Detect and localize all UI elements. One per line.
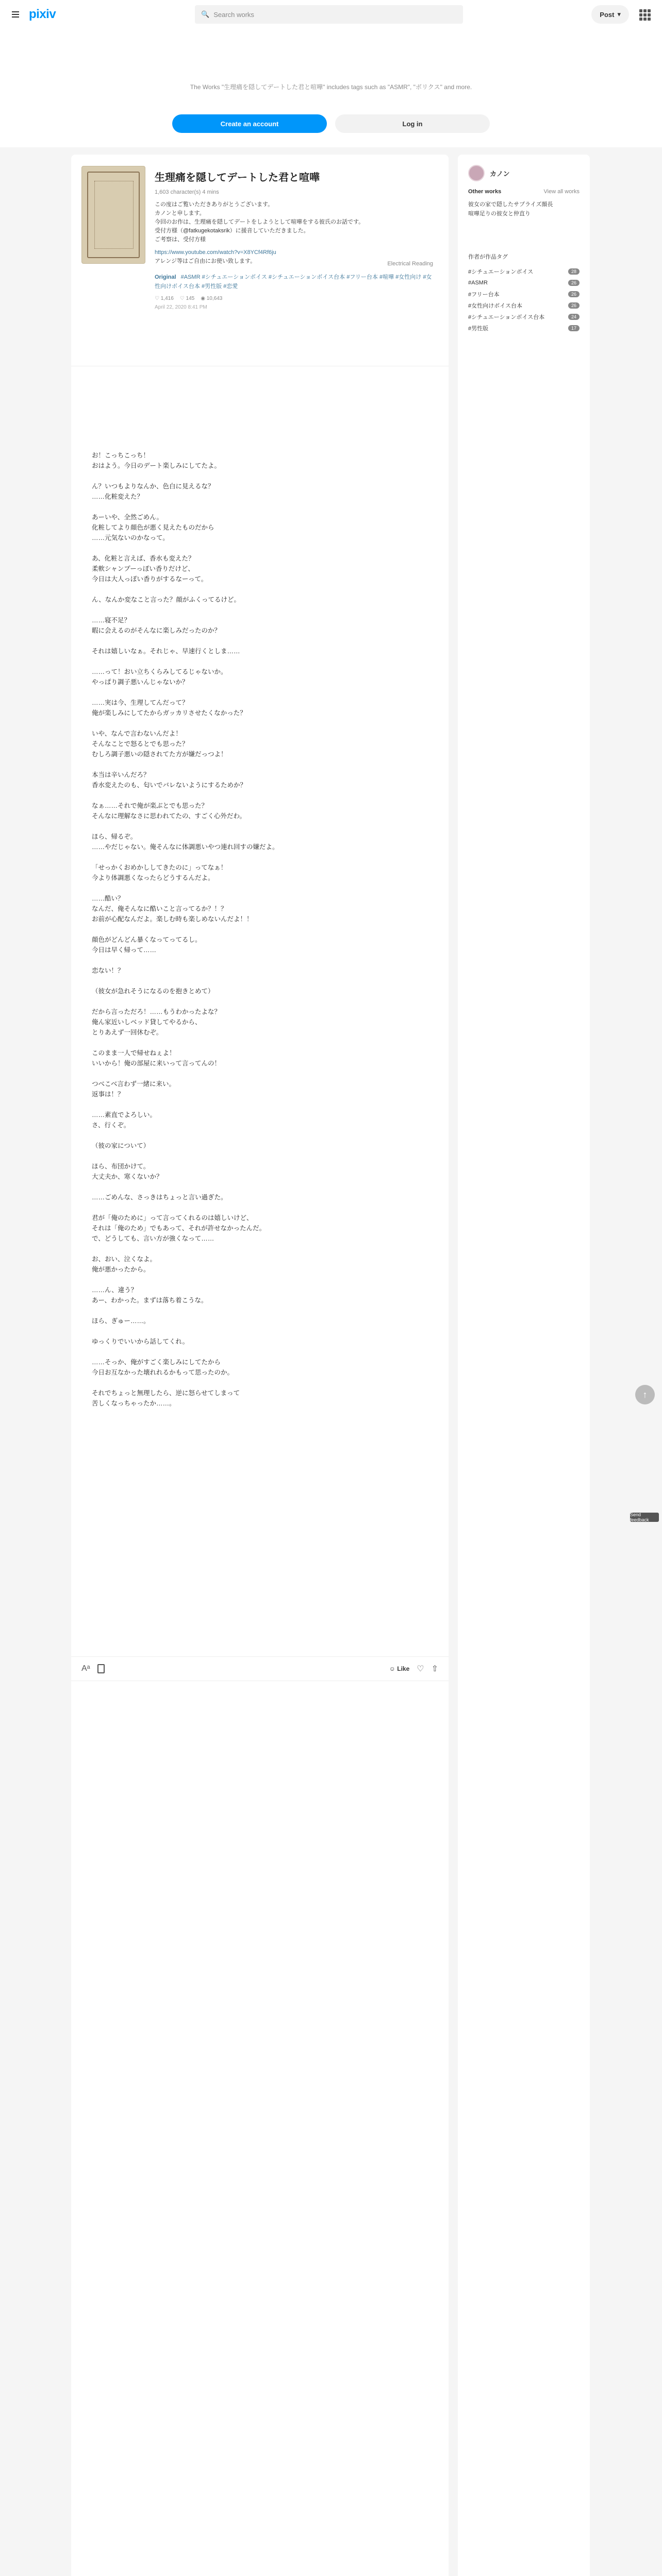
novel-paragraph: このまま一人で帰せねぇよ！ いいから！俺の部屋に来いって言ってんの！ (92, 1049, 221, 1067)
bookmark-count: ♡ 145 (179, 295, 195, 301)
novel-paragraph: お、おい、泣くなよ。 俺が悪かったから。 (92, 1256, 157, 1273)
novel-paragraph: だから言っただろ！……もうわかったよな？ 俺ん家近いしベッド貸してやるから、 とりあえず一回休むぞ。 (92, 1008, 221, 1036)
novel-paragraph: ほら、布団かけて。 大丈夫か、寒くないか？ (92, 1163, 163, 1180)
novel-paragraph: あ、化粧と言えば、香水も変えた？ 柔軟シャンプーっぽい香りだけど、 今日は大人っぽい香りがするなーって。 (92, 555, 208, 583)
scroll-to-top-button[interactable]: ↑ (635, 1385, 655, 1404)
tag[interactable]: #喧嘩 (379, 274, 394, 281)
novel-paragraph: ……素直でよろしい。 さ、行くぞ。 (92, 1111, 157, 1129)
author-tag-count: 28 (568, 268, 580, 275)
tag[interactable]: #シチュエーションボイス台本 (268, 274, 345, 281)
novel-paragraph: 恋ない！？ (92, 967, 124, 974)
work-info (155, 169, 433, 310)
youtube-link[interactable]: https://www.youtube.com/watch?v=X8YCf4Rf6ju (155, 249, 276, 256)
other-works-title: Other works (468, 189, 502, 195)
intro-text: The Works "生理痛を隠してデートした君と喧嘩" includes tags such as "ASMR", "ボリクス" and more. (190, 83, 472, 91)
novel-paragraph: あーいや、全然ごめん。 化粧してより顔色が悪く見えたものだから ……元気ないのかなって。 (92, 514, 214, 541)
login-button[interactable]: Log in (335, 114, 490, 133)
author-tag-name: #ASMR (468, 280, 488, 286)
novel-paragraph: つべこべ言わず一緒に来い。 返事は！？ (92, 1080, 176, 1098)
author-tag-row[interactable] (468, 300, 580, 311)
author-tag-count: 26 (568, 280, 580, 286)
novel-paragraph: ……酷い？ なんだ、俺そんなに酷いこと言ってるか？！？ お前が心配なんだよ。楽しむ時も楽しめないんだよ！！ (92, 895, 253, 923)
author-tag-count: 26 (568, 302, 580, 309)
author-tag-count: 26 (568, 291, 580, 297)
description-line: 受付方様（@fatkugekotaksrik）に援音していただきました。 (155, 228, 309, 234)
tag[interactable]: #女性向け (395, 274, 422, 281)
send-feedback-button[interactable]: Send feedback (630, 1513, 659, 1522)
post-label: Post (600, 10, 615, 19)
novel-paragraph: 「せっかくおめかししてきたのに」ってなぁ！ 今より体調悪くなったらどうするんだよ。 (92, 864, 227, 882)
novel-paragraph: ほら、帰るぞ。 ……やだじゃない。俺そんなに体調悪いやつ連れ回すの嫌だよ。 (92, 833, 279, 851)
other-work-link[interactable]: 喧嘩足りの彼女と仲直り (468, 211, 531, 217)
bookmark-count-value: 145 (186, 295, 195, 301)
action-bar (71, 1656, 449, 1681)
novel-paragraph: 君が「俺のために」って言ってくれるのは嬉しいけど、 それは「俺のため」でもあって、それが許せなかったんだ。 で、どうしても、言い方が強くなって…… (92, 1214, 266, 1242)
like-count: ♡ 1,416 (155, 295, 174, 301)
novel-paragraph: ……ん、違う？ あー、わかった。まずは落ち着こうな。 (92, 1286, 208, 1304)
tag[interactable]: #フリー台本 (346, 274, 378, 281)
cover-image[interactable] (81, 166, 145, 264)
like-count-value: 1,416 (160, 295, 174, 301)
author-block (468, 165, 509, 181)
novel-paragraph: 顔色がどんどん暴くなってってるし。 今日は早く帰って…… (92, 936, 202, 954)
like-label: Like (397, 1665, 410, 1672)
author-tag-name: #女性向けボイス台本 (468, 303, 523, 309)
tag-list (155, 273, 433, 291)
share-icon[interactable]: ⇧ (431, 1665, 438, 1673)
work-stats (155, 296, 433, 301)
bookmark-outline-icon[interactable] (97, 1664, 105, 1673)
novel-paragraph: ん？いつもよりなんか、色白に見えるな？ ……化粧変えた？ (92, 483, 214, 500)
author-tag-row[interactable] (468, 323, 580, 334)
chevron-down-icon: ▾ (617, 10, 621, 18)
novel-paragraph: ……寝不足？ 暇に会えるのがそんなに楽しみだったのか？ (92, 617, 221, 634)
author-tag-row[interactable] (468, 289, 580, 300)
novel-paragraph: ……実は今、生理してんだって？ 俺が楽しみにしてたからガッカリさせたくなかった？ (92, 699, 246, 717)
description-line: この度はご覧いただきありがとうございます。 (155, 201, 274, 208)
novel-paragraph: ほら、ぎゅー……。 (92, 1317, 150, 1325)
novel-paragraph: それは嬉しいなぁ。それじゃ、早速行くとしま…… (92, 648, 240, 655)
tag[interactable]: #女性向けボイス台本 (155, 274, 432, 290)
novel-paragraph: ……って！おい立ちくらみしてるじゃないか。 やっぱり調子悪いんじゃないか？ (92, 668, 227, 686)
novel-body (92, 450, 391, 1419)
novel-paragraph: ゆっくりでいいから話してくれ。 (92, 1338, 189, 1345)
other-works-header (468, 189, 580, 195)
apps-grid-icon[interactable] (637, 7, 652, 22)
search-icon: 🔍 (201, 10, 210, 18)
post-button[interactable] (591, 5, 629, 24)
work-description (155, 200, 433, 266)
pixiv-logo[interactable]: pixiv (29, 7, 56, 21)
novel-paragraph: なぁ……それで俺が楽ぶとでも思った？ そんなに理解なさに思われてたの、すごく心外だわ。 (92, 802, 246, 820)
original-label: Original (155, 274, 176, 281)
like-button[interactable]: ☺ Like (389, 1665, 410, 1672)
view-count: ◉ 10,643 (201, 295, 223, 301)
author-tag-row[interactable] (468, 311, 580, 323)
create-account-button[interactable]: Create an account (172, 114, 327, 133)
author-tags-title: 作者が作品タグ (468, 254, 508, 260)
author-tags-box (458, 245, 590, 332)
tag[interactable]: #男性版 (201, 283, 222, 290)
description-line: カノンと申します。 (155, 210, 205, 217)
avatar[interactable] (468, 165, 485, 181)
author-tag-row[interactable] (468, 277, 580, 289)
author-tag-name: #男性版 (468, 326, 489, 332)
author-tag-count: 17 (568, 325, 580, 331)
description-note: アレンジ等はご自由にお使い致します。 (155, 258, 256, 265)
other-work-link[interactable]: 彼女の家で隠したサプライズ顔長 (468, 201, 553, 208)
novel-paragraph: 本当は辛いんだろ？ 香水変えたのも、匂いでバレないようにするためか？ (92, 771, 247, 789)
view-count-value: 10,643 (206, 295, 223, 301)
text-size-icon[interactable]: Aᵃ (81, 1664, 90, 1673)
novel-paragraph: いや、なんで言わないんだよ！ そんなことで怒るとでも思った？ むしろ調子悪いの隠されてた方が嫌だっつよ！ (92, 730, 227, 758)
author-tag-row[interactable] (468, 266, 580, 277)
author-sidebar (458, 155, 590, 2576)
description-line: ご考察は、受付方様 (155, 236, 206, 243)
author-name[interactable]: カノン (490, 170, 510, 178)
work-card (71, 155, 449, 2576)
novel-paragraph: ……そっか、俺がすごく楽しみにしてたから 今日お互なかった壊れれるかもって思ったのか。 (92, 1359, 234, 1376)
top-header (0, 0, 662, 29)
novel-paragraph: ……ごめんな、さっきはちょっと言い過ぎた。 (92, 1194, 227, 1201)
novel-paragraph: （彼女が急れそうになるのを抱きとめて） (92, 988, 214, 995)
intro-banner (0, 29, 662, 147)
search-input[interactable] (195, 5, 463, 24)
tag[interactable]: #恋愛 (223, 283, 238, 290)
novel-paragraph: ん、なんか変なこと言った？顔がふくってるけど。 (92, 596, 241, 603)
description-line: 今回のお作は、生理痛を隠してデートをしようとして喧嘩をする彼氏のお話です。 (155, 219, 365, 226)
view-all-link[interactable]: View all works (543, 189, 580, 195)
novel-paragraph: お！こっちこっち！ おはよう。今日のデート楽しみにしてたよ。 (92, 452, 221, 469)
post-date: April 22, 2020 8:41 PM (155, 304, 207, 310)
author-tag-name: #フリー台本 (468, 292, 500, 298)
tag[interactable]: #ASMR (180, 274, 201, 281)
author-tag-name: #シチュエーションボイス台本 (468, 314, 545, 320)
search-placeholder: Search works (213, 10, 254, 19)
work-title: 生理痛を隠してデートした君と喧嘩 (155, 172, 320, 183)
novel-paragraph: それでちょっと無理したら、逆に怒らせてしまって 苦しくなっちゃったか……。 (92, 1389, 240, 1407)
tag[interactable]: #シチュエーションボイス (202, 274, 267, 281)
author-tag-count: 24 (568, 314, 580, 320)
menu-icon[interactable] (8, 7, 23, 22)
heart-icon[interactable]: ♡ (417, 1665, 424, 1673)
work-meta: 1,603 character(s) 4 mins (155, 189, 219, 195)
author-tag-name: #シチュエーションボイス (468, 269, 534, 275)
novel-paragraph: （彼の家について） (92, 1142, 150, 1149)
reading-mode-label[interactable]: Electrical Reading (387, 261, 433, 267)
